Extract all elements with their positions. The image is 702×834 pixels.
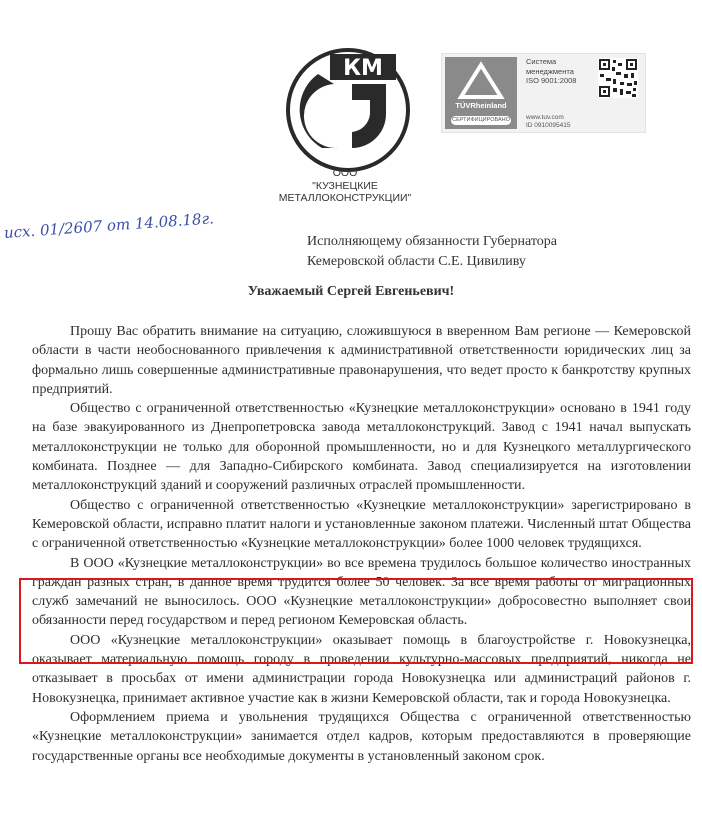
company-name-line: "КУЗНЕЦКИЕ [312, 179, 378, 192]
certified-badge: СЕРТИФИЦИРОВАНО [452, 117, 510, 123]
cert-contact [526, 114, 596, 129]
salutation: Уважаемый Сергей Евгеньевич! [247, 284, 455, 299]
paragraph: Прошу Вас обратить внимание на ситуацию, сложившуюся в вверенном Вам регионе — Кемеровской области в части необоснованного привлечения к административной ответственности юридических лиц за формально лишь совершенные административные правонарушения, что ведет просто к банкротству крупных предприятий. [32, 324, 691, 397]
paragraph: Оформлением приема и увольнения трудящихся Общества с ограниченной ответственностью «Кузнецкие металлоконструкции» занимается отдел кадров, которым предоставляются в проверяющие государственные органы все необходимые документы в установленный законом срок. [32, 709, 691, 764]
paragraph: Общество с ограниченной ответственностью «Кузнецкие металлоконструкции» зарегистрировано в Кемеровской области, исправно платит налоги и установленные законом платежи. Численный штат Общества с ограниченной ответственностью «Кузнецкие металлоконструкции» более 1000 человек трудящихся. [32, 497, 691, 552]
company-name [250, 167, 440, 205]
company-logo [282, 44, 414, 176]
qr-code-icon [598, 58, 638, 98]
cert-url: www.tuv.com [526, 114, 564, 121]
cert-line: ISO 9001:2008 [526, 76, 577, 85]
addressee-line: Исполняющему обязанности Губернатора [307, 234, 557, 249]
addressee-line: Кемеровской области С.Е. Цивиливу [307, 254, 526, 269]
cert-system-text [526, 57, 596, 86]
cert-line: Система [526, 57, 557, 66]
paragraph: ООО «Кузнецкие металлоконструкции» оказывает помощь в благоустройстве г. Новокузнецка, оказывает материальную помощь городу в проведении культурно-массовых предприятий, никогда не отказывает в просьбах от имени администрации города Новокузнецка или администраций районов г. Новокузнецка, принимает активное участие как в жизни Кемеровской области, так и города Новокузнецка. [32, 632, 691, 706]
paragraph-highlighted: В ООО «Кузнецкие металлоконструкции» во все времена трудилось большое количество иностранных граждан разных стран, в данное время трудится более 50 человек. За все время работы от миграционных служб замечаний не выносилось. ООО «Кузнецкие металлоконструкции» добросовестно выполняет свои обязанности перед государством и перед регионом Кемеровская область. [32, 555, 691, 629]
paragraph: Общество с ограниченной ответственностью «Кузнецкие металлоконструкции» основано в 1941 году на базе эвакуированного из Днепропетровска завода металлоконструкций. Завод с 1941 начал выпускать металлоконструкции не только для оборонной промышленности, но и для Кузнецкого металлургического комбината. Позднее — для Западно-Сибирского комбината. Завод специализируется на изготовлении металлоконструкций зданий и сооружений различных отраслей промышленности. [32, 401, 691, 494]
company-name-line: ООО [332, 167, 358, 179]
cert-line: менеджмента [526, 66, 574, 76]
tuv-brand: TÜVRheinland [455, 101, 507, 110]
company-name-line: МЕТАЛЛОКОНСТРУКЦИИ" [278, 192, 412, 204]
handwritten-registration-number: исх. 01/2607 от 14.08.18г. [3, 209, 215, 242]
highlight-box [19, 578, 693, 664]
logo-text: КМ [343, 56, 383, 81]
cert-id: ID 0910095415 [526, 121, 571, 129]
letter-body [32, 322, 691, 766]
addressee [307, 232, 677, 272]
